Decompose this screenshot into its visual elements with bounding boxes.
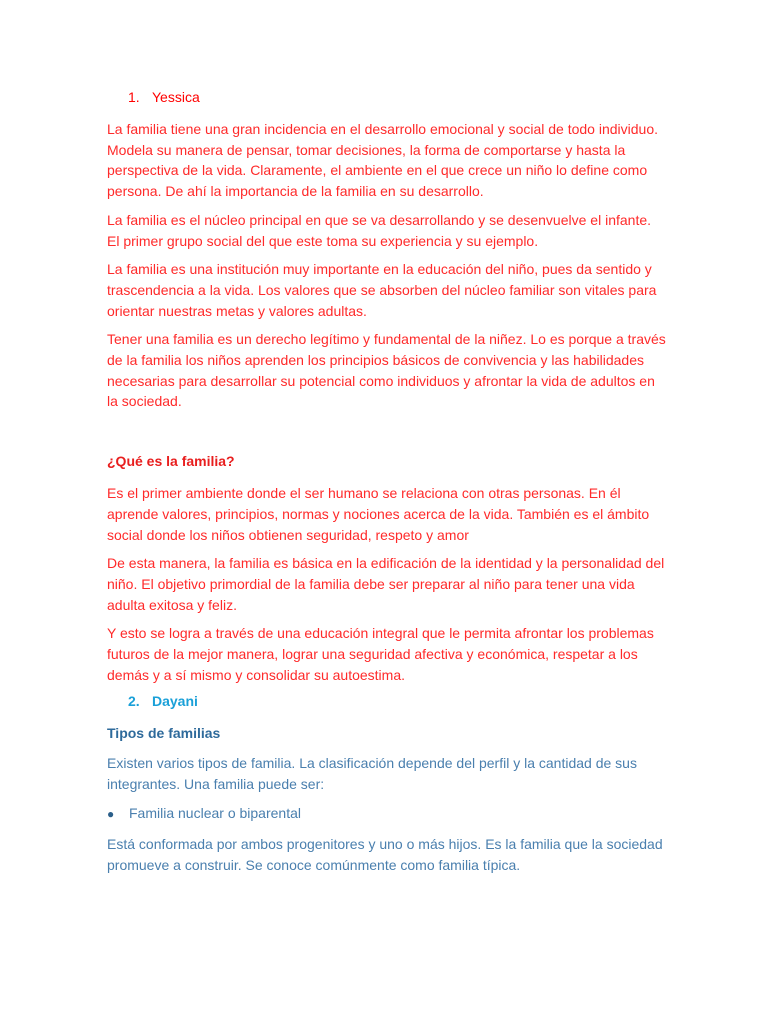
- paragraph: Existen varios tipos de familia. La clasificación depende del perfil y la cantidad de sus integrantes. Una familia puede ser:: [107, 755, 637, 793]
- list-number: 2.: [128, 693, 140, 710]
- bullet-icon: ●: [107, 806, 115, 821]
- list-item-dayani: [107, 693, 667, 715]
- paragraph: Y esto se logra a través de una educación integral que le permita afrontar los problemas futuros de la mejor manera, lograr una seguridad afectiva y económica, respetar a los demás y a sí mismo y consolidar su autoestima.: [107, 625, 654, 683]
- list-number: 1.: [128, 89, 140, 105]
- section-heading-que-es-la-familia: ¿Qué es la familia?: [107, 453, 235, 470]
- paragraph: Tener una familia es un derecho legítimo y fundamental de la niñez. Lo es porque a través de la familia los niños aprenden los principios básicos de convivencia y las habilidades necesarias para desarrollar su potencial como individuos y afrontar la vida de adultos en la sociedad.: [107, 331, 666, 410]
- bullet-item: [107, 803, 667, 824]
- paragraph: La familia es una institución muy importante en la educación del niño, pues da sentido y trascendencia a la vida. Los valores que se absorben del núcleo familiar son vitales para orientar nuestras metas y valores adultas.: [107, 261, 657, 319]
- paragraph: Es el primer ambiente donde el ser humano se relaciona con otras personas. En él aprende valores, principios, normas y nociones acerca de la vida. También es el ámbito social donde los niños obtienen seguridad, respeto y amor: [107, 485, 650, 543]
- bullet-label: Familia nuclear o biparental: [129, 804, 301, 821]
- author-name-yessica: Yessica: [152, 89, 200, 105]
- paragraph: La familia es el núcleo principal en que se va desarrollando y se desenvuelve el infante. El primer grupo social del que este toma su experiencia y su ejemplo.: [107, 211, 652, 249]
- paragraph: La familia tiene una gran incidencia en el desarrollo emocional y social de todo individuo. Modela su manera de pensar, tomar decisiones, la forma de comportarse y hasta la perspectiva de la vida. Claramente, el ambiente en el que crece un niño lo define como persona. De ahí la importancia de la familia en su desarrollo.: [107, 121, 659, 200]
- author-name-dayani: Dayani: [152, 693, 198, 710]
- section-heading-tipos-de-familias: Tipos de familias: [107, 725, 221, 742]
- document-content: [107, 89, 667, 883]
- paragraph: Está conformada por ambos progenitores y uno o más hijos. Es la familia que la sociedad promueve a construir. Se conoce comúnmente como familia típica.: [107, 835, 663, 873]
- list-item-yessica: [107, 89, 667, 111]
- paragraph: De esta manera, la familia es básica en la edificación de la identidad y la personalidad del niño. El objetivo primordial de la familia debe ser preparar al niño para tener una vida adulta exitosa y feliz.: [107, 555, 665, 613]
